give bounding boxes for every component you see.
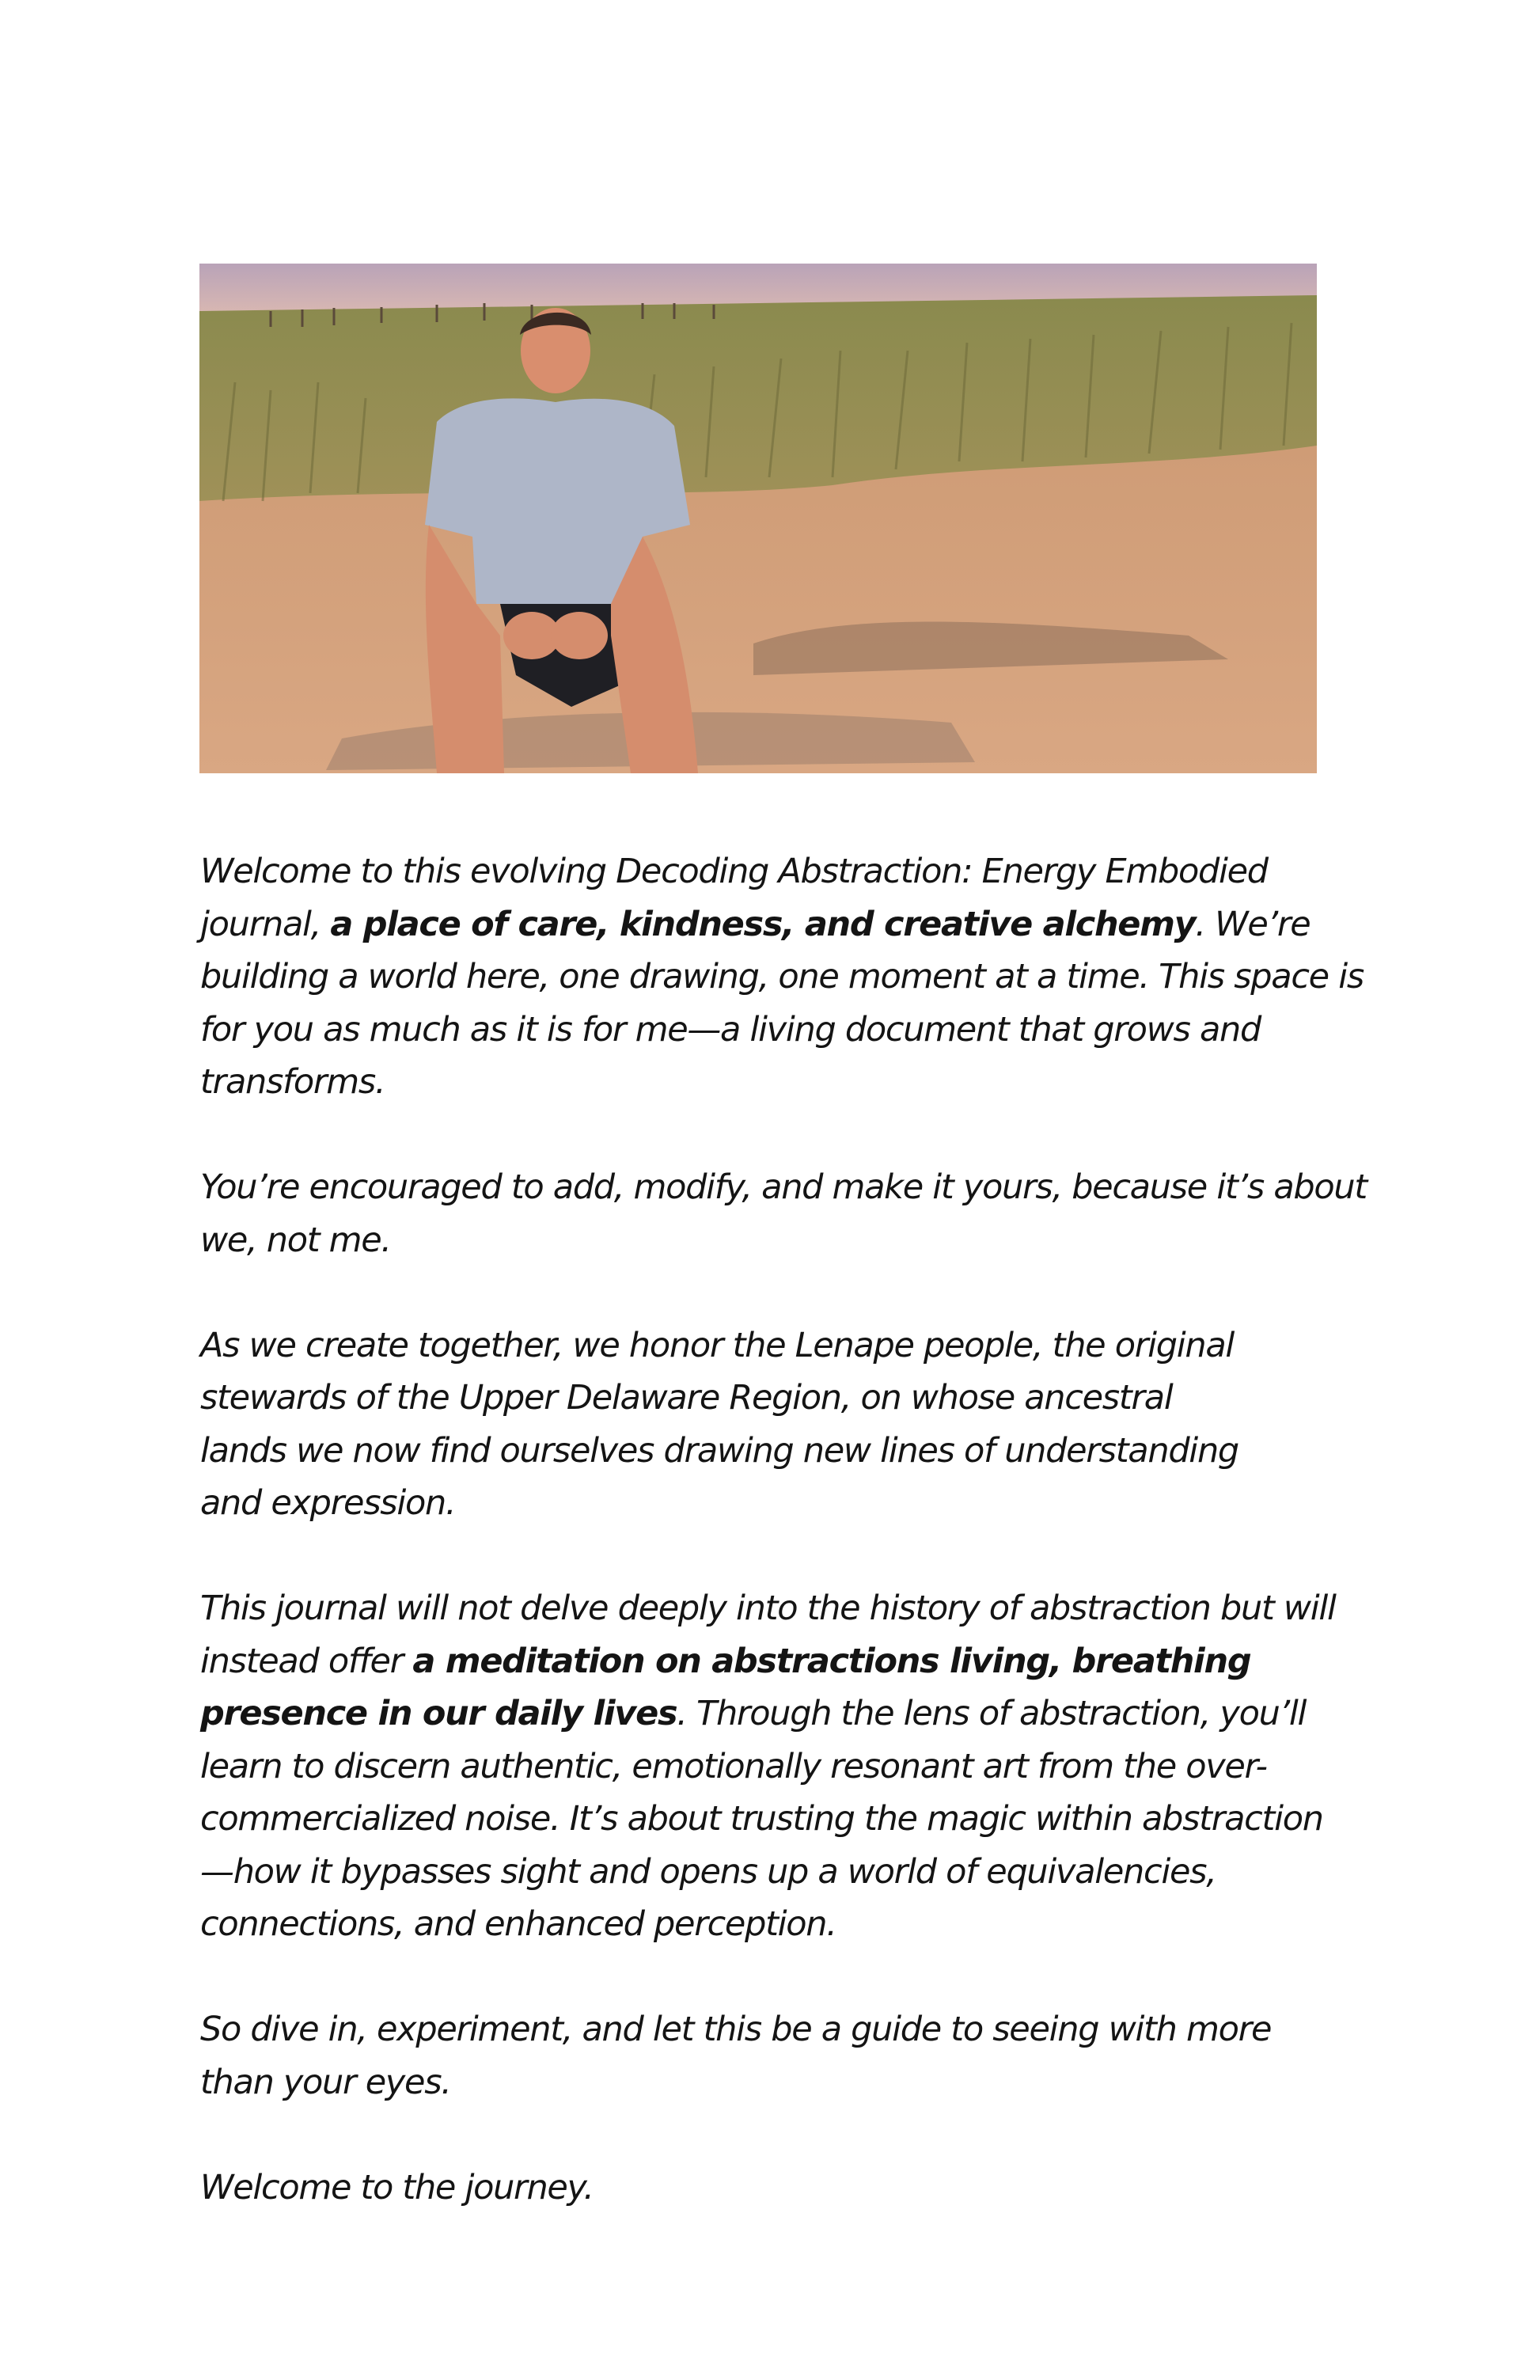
text-line [200, 1898, 1340, 1951]
body-text: stewards of the Upper Delaware Region, on whose ancestral [200, 1378, 1173, 1418]
text-line [200, 1793, 1340, 1846]
text-line [200, 1477, 1340, 1530]
text-line [200, 1687, 1340, 1740]
paragraph [200, 2162, 1340, 2215]
body-text: than your eyes. [200, 2062, 451, 2102]
body-text: we, not me. [200, 1220, 391, 1260]
body-text: —how it bypasses sight and opens up a world of equivalencies, [200, 1851, 1216, 1892]
journal-intro-text [200, 845, 1367, 2214]
text-line [200, 898, 1340, 951]
text-line [200, 2056, 1340, 2109]
body-text: for you as much as it is for me—a living document that grows and [200, 1009, 1261, 1050]
text-line [200, 951, 1364, 1004]
body-text: . We’re [1195, 904, 1311, 944]
hero-photo [199, 264, 1317, 773]
text-line [200, 1372, 1340, 1425]
text-line [200, 1004, 1340, 1057]
text-line [200, 1740, 1340, 1794]
body-text: and expression. [200, 1483, 456, 1523]
text-line [200, 1161, 1367, 1214]
body-text: commercialized noise. It’s about trusting the magic within abstraction [200, 1799, 1323, 1839]
body-text: You’re encouraged to add, modify, and make it yours, because it’s about [200, 1167, 1367, 1207]
text-line [200, 1582, 1340, 1635]
beach-portrait-image [199, 264, 1317, 773]
text-line [200, 1846, 1340, 1899]
paragraph [200, 1582, 1340, 1951]
body-text: . Through the lens of abstraction, you’ll [677, 1694, 1307, 1733]
emphasis-text: presence in our daily lives [200, 1694, 677, 1733]
emphasis-text: a meditation on abstractions living, breathing [412, 1641, 1251, 1681]
paragraph [200, 1161, 1367, 1266]
text-line [200, 2003, 1340, 2056]
body-text: Welcome to this evolving Decoding Abstraction: Energy Embodied [200, 852, 1268, 891]
body-text: learn to discern authentic, emotionally resonant art from the over- [200, 1746, 1267, 1786]
body-text: So dive in, experiment, and let this be a guide to seeing with more [200, 2010, 1272, 2049]
body-text: This journal will not delve deeply into the history of abstraction but will [200, 1589, 1336, 1628]
body-text: connections, and enhanced perception. [200, 1904, 836, 1944]
paragraph [200, 2003, 1340, 2109]
body-text: journal, [200, 904, 331, 944]
text-line [200, 845, 1340, 898]
paragraph [200, 1319, 1340, 1530]
text-line [200, 1635, 1340, 1688]
text-line [200, 1319, 1340, 1372]
body-text: lands we now find ourselves drawing new lines of understanding [200, 1430, 1238, 1471]
body-text: As we create together, we honor the Lenape people, the original [200, 1325, 1235, 1365]
text-line [200, 1214, 1340, 1267]
text-line [200, 1056, 1340, 1109]
text-line [200, 2162, 1340, 2215]
body-text: Welcome to the journey. [200, 2167, 594, 2207]
body-text: instead offer [200, 1641, 413, 1681]
emphasis-text: a place of care, kindness, and creative alchemy [330, 904, 1196, 944]
body-text: building a world here, one drawing, one moment at a time. This space is [200, 957, 1364, 996]
body-text: transforms. [200, 1062, 385, 1102]
paragraph [200, 845, 1364, 1109]
text-line [200, 1425, 1340, 1478]
